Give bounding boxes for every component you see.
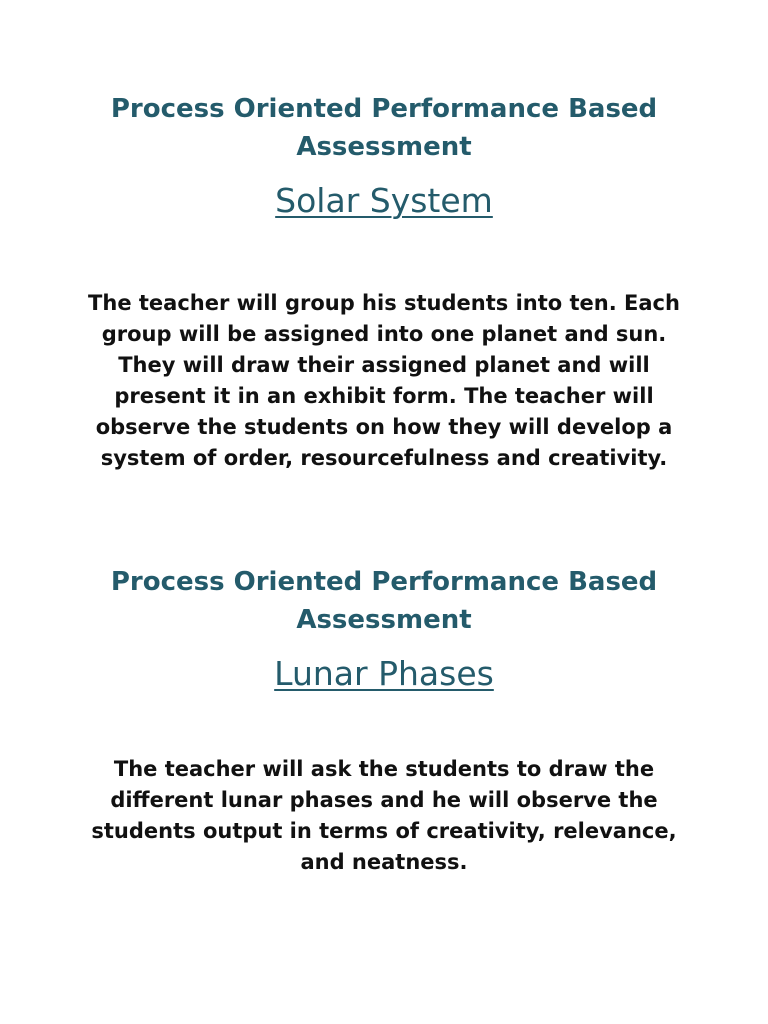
section-title: Solar System [275,181,493,220]
section-heading: Process Oriented Performance Based Assessment [110,567,658,635]
section-body: The teacher will ask the students to draw the different lunar phases and he will observe the students output in terms of creativity, relevance, and neatness. [91,757,677,874]
section-heading: Process Oriented Performance Based Assessment [110,94,658,162]
section-title: Lunar Phases [274,654,494,693]
section-body: The teacher will group his students into ten. Each group will be assigned into one planet and sun. They will draw their assigned planet and will present it in an exhibit form. The teacher will observe the students on how they will develop a system of order, resourcefulness and creativity. [88,291,680,470]
